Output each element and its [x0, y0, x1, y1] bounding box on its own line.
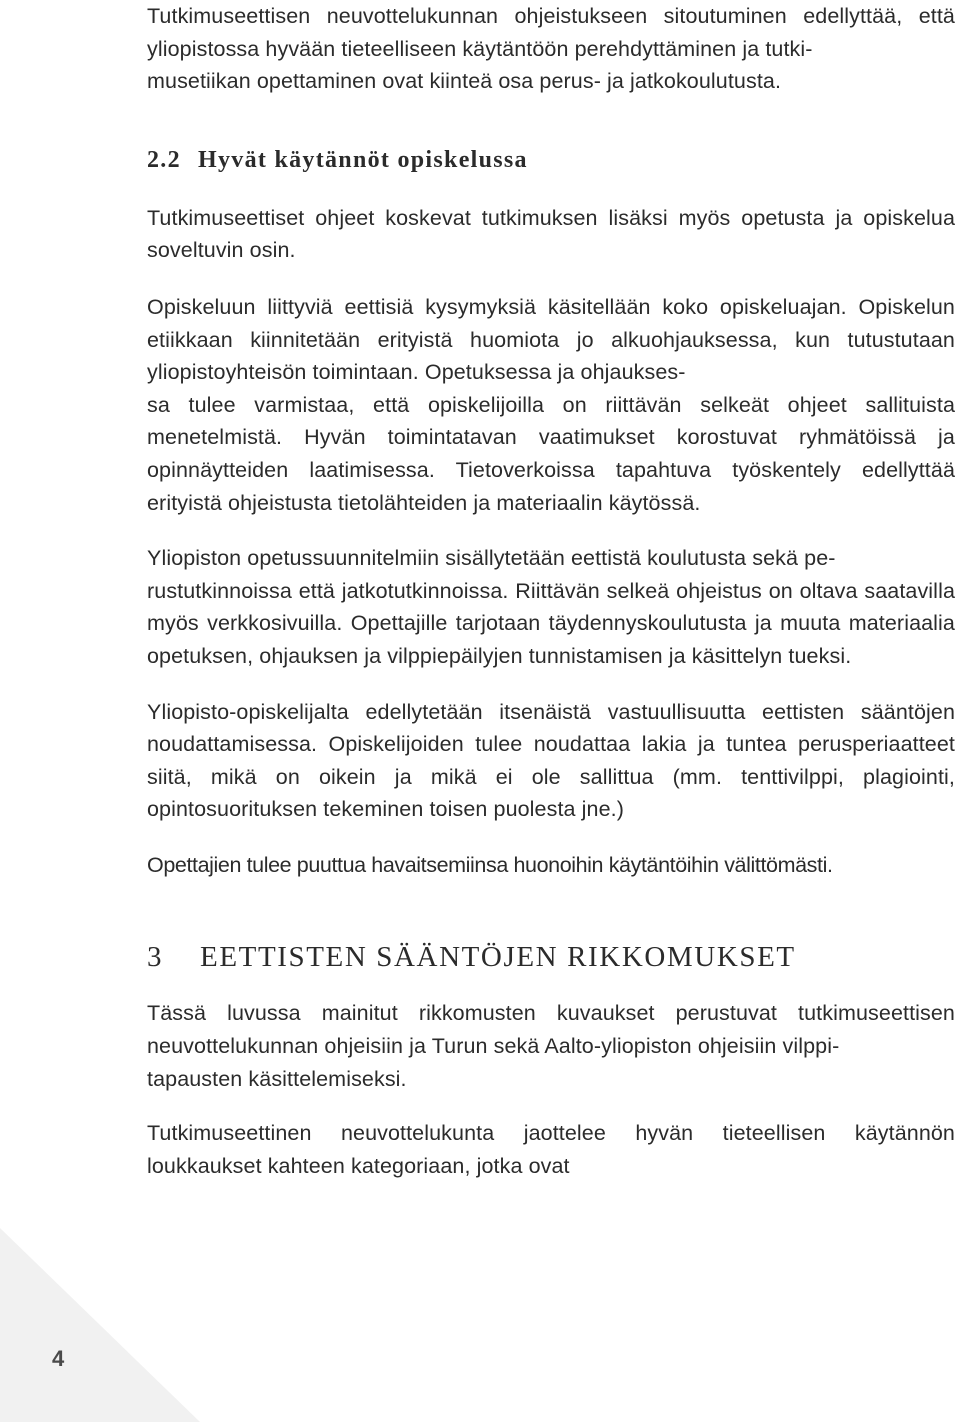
paragraph-2-2-d: Yliopisto-opiskelijalta edellytetään itsenäistä vastuullisuutta eettisten sääntöjen noudattamisessa. Opiskelijoiden tulee noudattaa lakia ja tuntea perusperiaatteet siitä, mikä on oikein ja mikä ei ole sallittua (mm. tenttivilppi, plagiointi, opintosuorituksen tekeminen toisen puolesta jne.): [147, 699, 955, 822]
section-heading-3: [147, 939, 955, 975]
section-number: 3: [147, 941, 164, 974]
paragraph-2-2-a: Tutkimuseettiset ohjeet koskevat tutkimuksen lisäksi myös opetusta ja opiskelua soveltuvin osin.: [147, 205, 955, 263]
paragraph-2-2-b: Opiskeluun liittyviä eettisiä kysymyksiä käsitellään koko opiskeluajan. Opiskelun etiikkaan kiinnitetään erityistä huomiota jo alkuohjauksessa, kun tutustutaan yliopistoyhteisön toimintaan. Opetuksessa ja ohjaukses- sa tulee varmistaa, että opiskelijoilla on riittävän selkeät ohjeet sallituista menetelmistä. Hyvän toimintatavan vaatimukset korostuvat ryhmätöissä ja opinnäytteiden laatimisessa. Tietoverkoissa tapahtuva työskentely edellyttää erityistä ohjeistusta tietolähteiden ja materiaalin käytössä.: [147, 294, 955, 515]
paragraph-2-2-e: Opettajien tulee puuttua havaitsemiinsa huonoihin käytäntöihin välittömästi.: [147, 852, 833, 877]
section-title: EETTISTEN SÄÄNTÖJEN RIKKOMUKSET: [200, 941, 796, 974]
section-title: Hyvät käytännöt opiskelussa: [198, 146, 528, 173]
paragraph-intro: Tutkimuseettisen neuvottelukunnan ohjeistukseen sitoutuminen edellyttää, että yliopistossa hyvään tieteelliseen käytäntöön perehdyttäminen ja tutki- musetiikan opettaminen ovat kiinteä osa perus- ja jatkokoulutusta.: [147, 4, 955, 94]
page-number: 4: [52, 1346, 65, 1371]
section-heading-2-2: [147, 144, 955, 176]
paragraph-3-b: Tutkimuseettinen neuvottelukunta jaottelee hyvän tieteellisen käytännön loukkaukset kahteen kategoriaan, jotka ovat: [147, 1121, 955, 1178]
paragraph-3-a: Tässä luvussa mainitut rikkomusten kuvaukset perustuvat tutkimuseettisen neuvottelukunnan ohjeisiin ja Turun sekä Aalto-yliopiston ohjeisiin vilppi- tapausten käsittelemiseksi.: [147, 1001, 955, 1091]
page-content: [147, 0, 955, 1182]
paragraph-2-2-c: Yliopiston opetussuunnitelmiin sisällytetään eettistä koulutusta sekä pe- rustutkinnoissa että jatkotutkinnoissa. Riittävän selkeä ohjeistus on oltava saatavilla myös verkkosivuilla. Opettajille tarjotaan täydennyskoulutusta ja muuta materiaalia opetuksen, ohjauksen ja vilppiepäilyjen tunnistamisen ja käsittelyn tueksi.: [147, 546, 955, 668]
section-number: 2.2: [147, 146, 181, 173]
page-corner-decoration: [0, 1228, 200, 1422]
